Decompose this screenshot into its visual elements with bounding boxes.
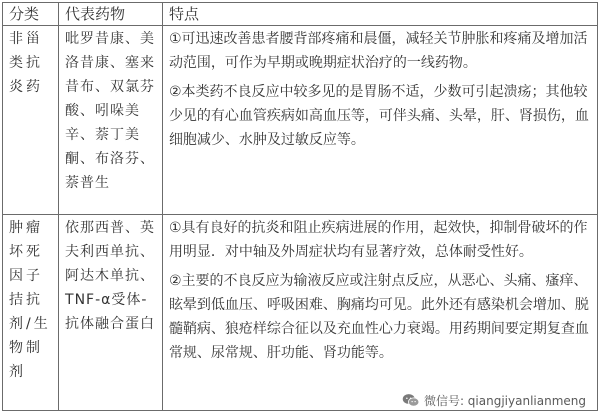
drug-classification-table [2, 2, 598, 411]
header-row [3, 3, 598, 26]
drugs-cell: 吡罗昔康、美洛昔康、塞来昔布、双氯芬酸、吲哚美辛、萘丁美酮、布洛芬、萘普生 [59, 26, 163, 215]
drugs-cell: 依那西普、英夫利西单抗、阿达木单抗、TNF-α受体-抗体融合蛋白 [59, 215, 163, 411]
category-cell: 非甾类抗炎药 [3, 26, 59, 215]
wechat-logo-icon [402, 393, 420, 408]
feature-paragraph: ①具有良好的抗炎和阻止疾病进展的作用，起效快，抑制骨破坏的作用明显．对中轴及外周症状均有显著疗效，总体耐受性好。 [168, 220, 588, 260]
header-drugs: 代表药物 [59, 3, 163, 26]
feature-paragraph: ①可迅速改善患者腰背部疼痛和晨僵，减轻关节肿胀和疼痛及增加活动范围，可作为早期或晚期症状治疗的一线药物。 [168, 31, 588, 71]
feature-paragraph: ②本类药不良反应中较多见的是胃肠不适，少数可引起溃疡；其他较少见的有心血管疾病如高血压等，可伴头痛、头晕，肝、肾损伤，血细胞减少、水肿及过敏反应等。 [168, 84, 589, 148]
features-cell [162, 26, 597, 215]
header-category: 分类 [3, 3, 59, 26]
features-cell [162, 215, 597, 411]
watermark-text: 微信号: qiangjiyanlianmeng [423, 394, 586, 408]
header-features: 特点 [162, 3, 597, 26]
table-row [3, 26, 598, 215]
feature-paragraph: ②主要的不良反应为输液反应或注射点反应，从恶心、头痛、瘙痒、眩晕到低血压、呼吸困难、胸痛均可见。此外还有感染机会增加、脱髓鞘病、狼疮样综合征以及充血性心力衰竭。用药期间要定期复查血常规、尿常规、肝功能、肾功能等。 [168, 273, 589, 361]
category-cell: 肿瘤坏死因子拮抗剂/生物制剂 [3, 215, 59, 411]
wechat-watermark [398, 391, 590, 410]
table-row [3, 215, 598, 411]
